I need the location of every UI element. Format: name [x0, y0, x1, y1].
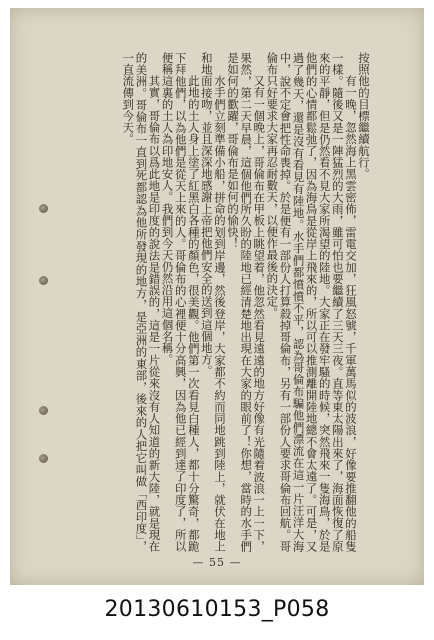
binding-hole	[39, 204, 48, 213]
paragraph: 其實，哥倫布以爲此地是印度的說法是錯誤的，這是一片從來沒有人知道的新大陸，就是現在的美洲。哥倫布一直到死都認為他所發現的地方，是亞洲的東部，後來的人把它叫做「西印度」，一直流傳到今天。	[121, 52, 162, 552]
body-text	[70, 52, 370, 552]
paragraph: 水手們立刻準備小船，拼命的划到岸邊，然後登岸，大家都不約而同地跳到陸上，就伏在地上和地面接吻，並且深深地感謝上帝把他們安全的送到這個地方。	[199, 52, 227, 552]
binding-hole	[39, 454, 48, 463]
paragraph: 按照他的目標繼續航行。	[357, 52, 371, 180]
paragraph: 有一晚，忽然海上黑雲密佈，雷電交加，狂風怒號，千軍萬馬似的波浪，好像要推翻他的船隻一樣。隨後又是一陣猛烈的大雨，雖可怕也要繼續了三天三夜。直等東太陽出來了，海面恢復了原來的平靜，但是仍然看不見大家所渴望的陸地。大家正在發牢騷的時候，突然飛來一隻海鳥，於是他們的心情都鬆弛了，因為海鳥是從岸上飛來的，所以可以推測離開陸地總不會太遠了。可是，又過了幾天，還是沒有看見有陸地。水手們都憤憤不平，認為哥倫布騙他們漂流在這一片汪洋大海中，說不定會把性命喪掉。於是便有一部份人打算殺掉哥倫布，另有一部份人要求哥倫布回航。哥倫布只好要求大家再忍耐數天，以便作最後的決定。	[265, 52, 358, 552]
binding-hole	[39, 406, 48, 415]
paragraph: 又有一個晚上，哥倫布在甲板上眺望着，他忽然看見遠遠的地方好像有光隨着波浪一上一下，果然，第二天早晨，這個他們所久盼的陸地已經清楚地出現在大家的眼前了！你想，當時的水手們是如何的歡躍，哥倫布是如何的愉快！	[226, 52, 267, 552]
binding-hole	[39, 276, 48, 285]
page-number: — 55 —	[192, 556, 242, 569]
image-caption: 20130610153_P058	[104, 597, 330, 622]
paragraph: 此地的土人身上塗了紅黑白各種的顏色，很美觀。他們第一次看見白種人，都十分驚奇，都跪下拜他們，以為他們是從天上來的人。哥倫布的心裡便十分高興，因為他已經到達了印度了，所以便稱這裏的土人為印地安人。我們到今天仍然沿用這個名稱。	[160, 52, 201, 552]
